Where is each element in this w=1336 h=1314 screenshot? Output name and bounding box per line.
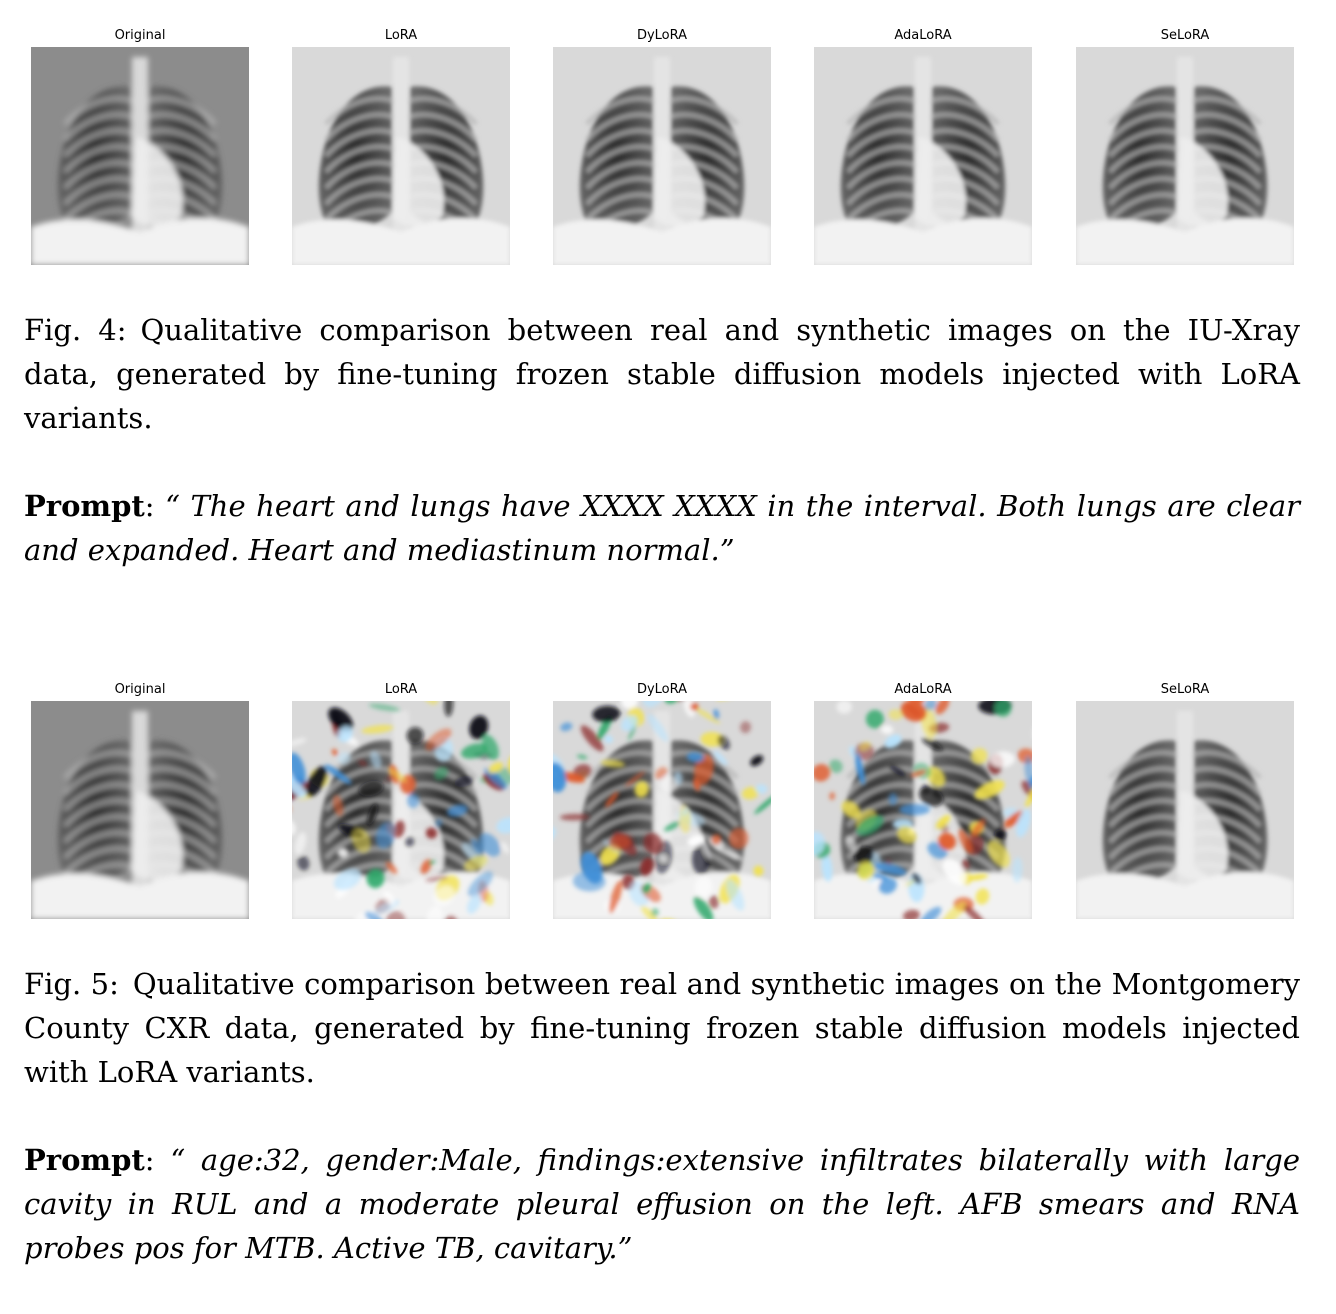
xray-image <box>553 701 771 919</box>
panel-label: Original <box>114 682 166 697</box>
prompt-body: “ The heart and lungs have XXXX XXXX in the interval. Both lungs are clear and expanded. Heart and mediastinum normal.” <box>24 489 1300 567</box>
xray-image <box>31 701 249 919</box>
figure-label: Fig. 4: <box>24 313 127 347</box>
caption-text: Qualitative comparison between real and synthetic images on the IU-Xray data, generated by fine-tuning frozen stable diffusion models injected with LoRA variants. <box>24 313 1300 435</box>
panel-label: Original <box>114 28 166 43</box>
panel-label: AdaLoRA <box>894 682 952 697</box>
caption-text: Qualitative comparison between real and synthetic images on the Montgomery County CXR data, generated by fine-tuning frozen stable diffusion models injected with LoRA variants. <box>24 967 1300 1089</box>
figure-caption <box>24 308 1300 440</box>
xray-image <box>292 701 510 919</box>
figure-label: Fig. 5: <box>24 967 119 1001</box>
prompt-text <box>24 1138 1300 1270</box>
xray-image <box>292 47 510 265</box>
prompt-text <box>24 484 1300 572</box>
xray-image <box>1076 47 1294 265</box>
xray-image <box>31 47 249 265</box>
prompt-separator: : <box>144 1143 155 1177</box>
prompt-body: “ age:32, gender:Male, findings:extensive infiltrates bilaterally with large cavity in RUL and a moderate pleural effusion on the left. AFB smears and RNA probes pos for MTB. Active TB, cavitary.” <box>24 1143 1300 1265</box>
panel-label: LoRA <box>384 682 418 697</box>
panel-label: SeLoRA <box>1160 28 1210 43</box>
xray-image <box>553 47 771 265</box>
panel-label: AdaLoRA <box>894 28 952 43</box>
panel-label: LoRA <box>384 28 418 43</box>
panel-label: DyLoRA <box>636 682 688 697</box>
prompt-label: Prompt <box>24 1143 145 1177</box>
prompt-label: Prompt <box>24 489 145 523</box>
panel-label: SeLoRA <box>1160 682 1210 697</box>
prompt-separator: : <box>144 489 155 523</box>
xray-image <box>814 701 1032 919</box>
xray-image <box>1076 701 1294 919</box>
xray-image <box>814 47 1032 265</box>
panel-label: DyLoRA <box>636 28 688 43</box>
figure-caption <box>24 962 1300 1094</box>
